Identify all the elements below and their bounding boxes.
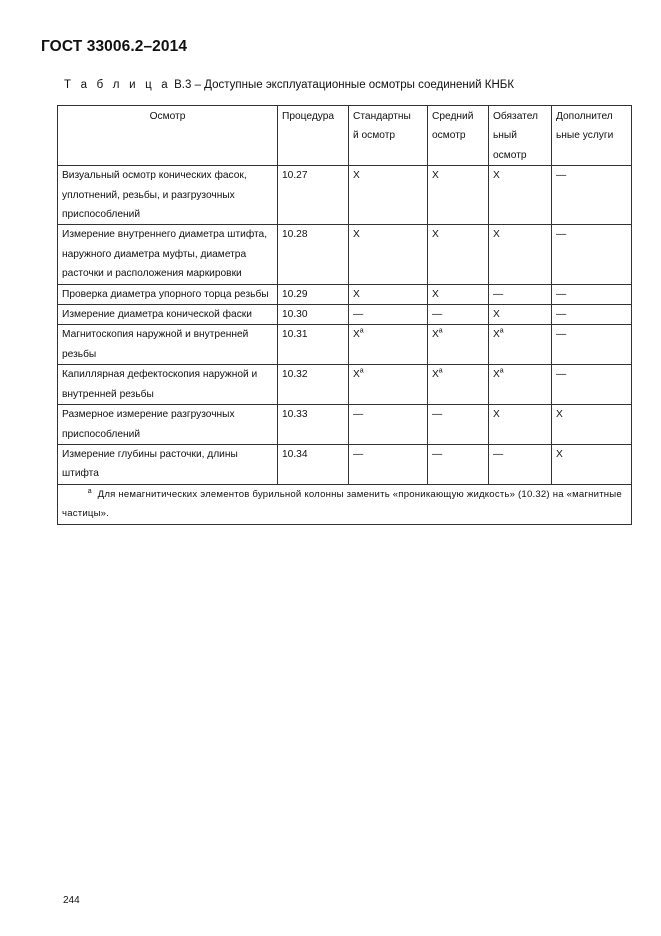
cell-additional: —	[552, 325, 632, 365]
header-inspection: Осмотр	[58, 106, 278, 166]
cell-standard: $Х^а$	[349, 365, 428, 405]
cell-procedure: 10.34	[278, 444, 349, 484]
table-row	[58, 325, 632, 365]
cell-procedure: 10.32	[278, 365, 349, 405]
cell-procedure: 10.30	[278, 305, 349, 325]
table-caption	[64, 79, 514, 91]
cell-inspection: Измерение диаметра конической фаски	[58, 305, 278, 325]
footnote-ref: а	[359, 367, 364, 375]
table-header-row	[58, 106, 632, 166]
header-medium: Средний осмотр	[428, 106, 489, 166]
cell-medium: Х	[428, 166, 489, 225]
cell-mandatory: Х	[489, 166, 552, 225]
header-procedure: Процедура	[278, 106, 349, 166]
cell-inspection: Капиллярная дефектоскопия наружной и внутренней резьбы	[58, 365, 278, 405]
header-additional: Дополнител ьные услуги	[552, 106, 632, 166]
cell-procedure: 10.33	[278, 405, 349, 445]
cell-medium: —	[428, 305, 489, 325]
cell-standard: Х	[349, 284, 428, 304]
cell-additional: —	[552, 305, 632, 325]
cell-inspection: Проверка диаметра упорного торца резьбы	[58, 284, 278, 304]
cell-inspection: Измерение глубины расточки, длины штифта	[58, 444, 278, 484]
cell-inspection: Визуальный осмотр конических фасок, уплотнений, резьбы, и разгрузочных приспособлений	[58, 166, 278, 225]
cell-medium: $Х^а$	[428, 325, 489, 365]
header-mandatory: Обязател ьный осмотр	[489, 106, 552, 166]
header-standard: Стандартны й осмотр	[349, 106, 428, 166]
cell-medium: —	[428, 405, 489, 445]
table-row	[58, 166, 632, 225]
cell-mandatory: Х	[489, 305, 552, 325]
footnote-row	[58, 484, 632, 524]
cell-additional: Х	[552, 405, 632, 445]
cell-procedure: 10.29	[278, 284, 349, 304]
cell-procedure: 10.28	[278, 225, 349, 284]
cell-mandatory: —	[489, 444, 552, 484]
caption-text: – Доступные эксплуатационные осмотры соединений КНБК	[194, 79, 515, 91]
page-number: 244	[63, 895, 80, 906]
footnote-marker: а	[87, 487, 92, 495]
footnote-ref: а	[499, 367, 504, 375]
cell-mandatory: —	[489, 284, 552, 304]
footnote-ref: а	[438, 367, 443, 375]
cell-procedure: 10.27	[278, 166, 349, 225]
cell-standard: —	[349, 305, 428, 325]
caption-number: В.3	[174, 79, 192, 91]
cell-mandatory: Х	[489, 405, 552, 445]
footnote-ref: а	[359, 328, 364, 336]
cell-inspection: Магнитоскопия наружной и внутренней резьбы	[58, 325, 278, 365]
cell-standard: Х	[349, 166, 428, 225]
table-row	[58, 305, 632, 325]
cell-medium: Х	[428, 225, 489, 284]
cell-inspection: Размерное измерение разгрузочных приспособлений	[58, 405, 278, 445]
footnote-ref: а	[438, 328, 443, 336]
caption-label: Т а б л и ц а	[64, 79, 171, 91]
table-row	[58, 284, 632, 304]
cell-additional: —	[552, 284, 632, 304]
cell-mandatory: $Х^а$	[489, 365, 552, 405]
inspection-table	[57, 105, 632, 525]
table-row	[58, 365, 632, 405]
document-header: ГОСТ 33006.2–2014	[41, 38, 188, 55]
cell-standard: $Х^а$	[349, 325, 428, 365]
cell-inspection: Измерение внутреннего диаметра штифта, наружного диаметра муфты, диаметра расточки и расположения маркировки	[58, 225, 278, 284]
cell-medium: Х	[428, 284, 489, 304]
cell-additional: —	[552, 166, 632, 225]
cell-medium: —	[428, 444, 489, 484]
cell-additional: Х	[552, 444, 632, 484]
cell-procedure: 10.31	[278, 325, 349, 365]
cell-mandatory: $Х^а$	[489, 325, 552, 365]
cell-standard: —	[349, 405, 428, 445]
cell-additional: —	[552, 225, 632, 284]
cell-additional: —	[552, 365, 632, 405]
footnote-ref: а	[499, 328, 504, 336]
table-row	[58, 225, 632, 284]
cell-mandatory: Х	[489, 225, 552, 284]
cell-medium: $Х^а$	[428, 365, 489, 405]
cell-standard: Х	[349, 225, 428, 284]
table-footnote	[58, 484, 632, 524]
table-row	[58, 405, 632, 445]
footnote-text: Для немагнитических элементов бурильной колонны заменить «проникающую жидкость» (10.32) на «магнитные частицы».	[62, 488, 622, 520]
table-row	[58, 444, 632, 484]
cell-standard: —	[349, 444, 428, 484]
